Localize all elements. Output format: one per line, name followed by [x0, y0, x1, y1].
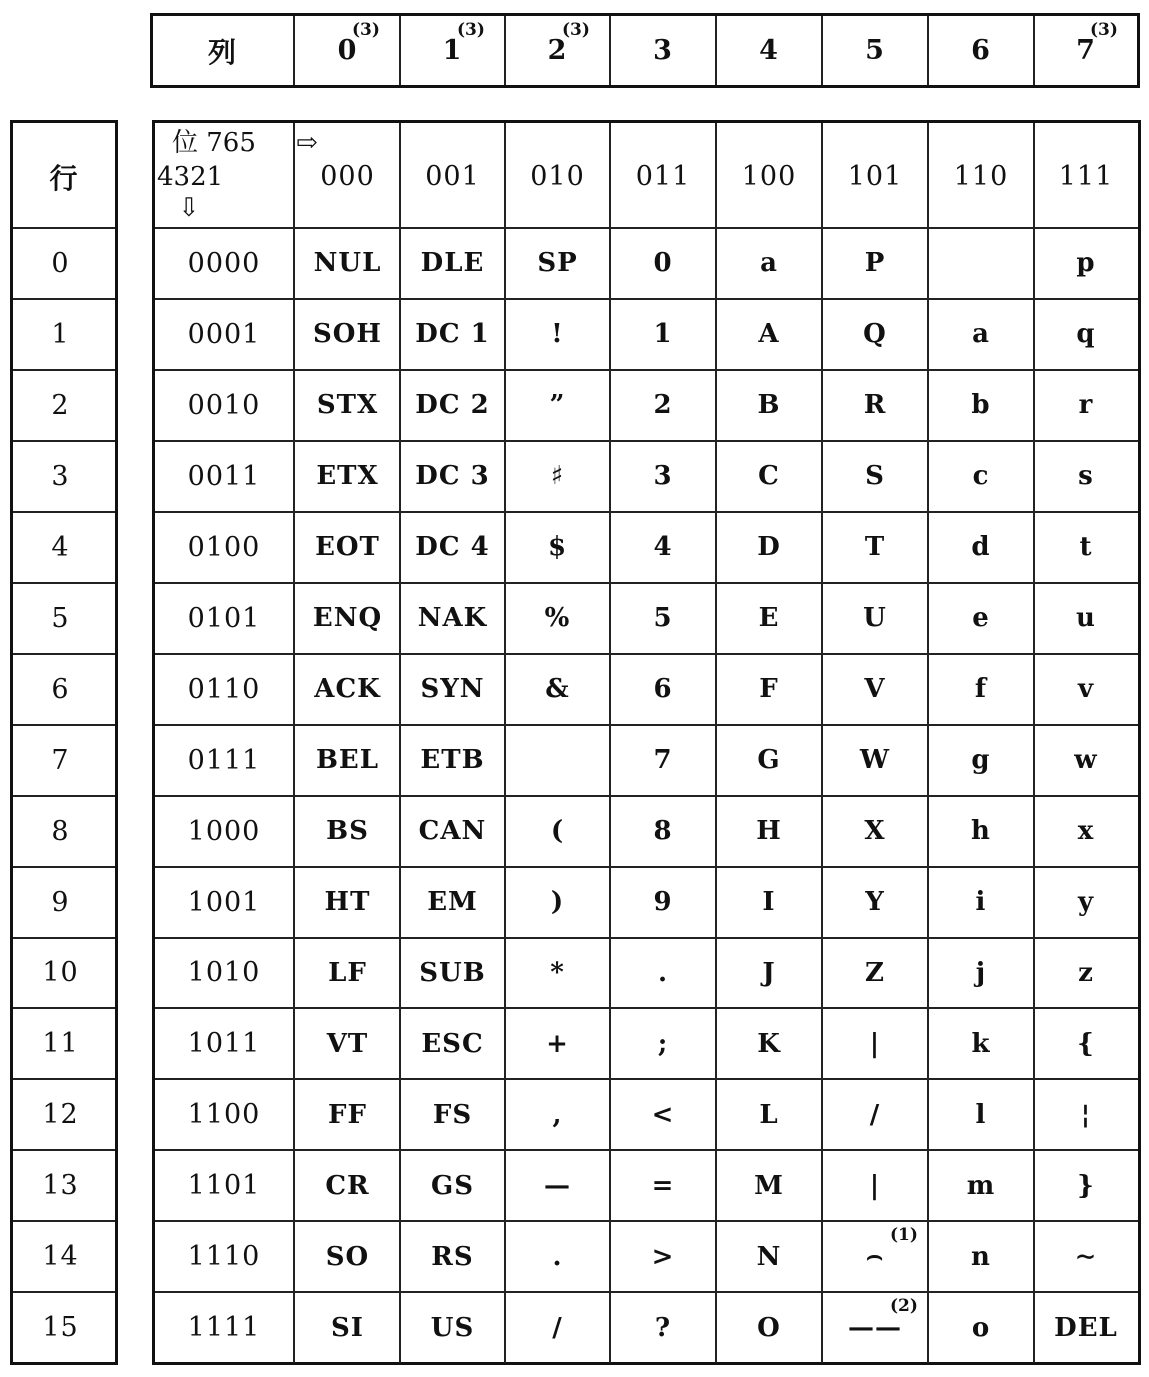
code-cell: CAN — [418, 816, 487, 847]
code-cell: i — [975, 887, 987, 918]
code-cell: u — [1076, 603, 1096, 634]
code-cell: GS — [431, 1170, 474, 1201]
code-cell: s — [1078, 461, 1094, 492]
row-index-5: 5 — [51, 602, 70, 634]
row-index-14: 14 — [42, 1241, 79, 1273]
top-header-column-0: 0 — [337, 35, 358, 66]
top-header-column-1: 1 — [442, 35, 463, 66]
row-index-2: 2 — [51, 389, 70, 421]
code-cell: q — [1076, 319, 1096, 350]
code-cell: ETB — [420, 745, 485, 776]
code-cell: % — [544, 603, 571, 634]
row-bits-5: 0101 — [187, 602, 261, 634]
code-cell: / — [552, 1312, 563, 1343]
code-cell: X — [864, 816, 886, 847]
row-bits-15: 1111 — [187, 1312, 261, 1344]
code-cell: K — [757, 1028, 781, 1059]
code-cell: ENQ — [312, 603, 383, 634]
code-cell: VT — [326, 1028, 369, 1059]
code-cell: BEL — [315, 745, 380, 776]
row-index-6: 6 — [51, 673, 70, 705]
code-cell: k — [971, 1028, 991, 1059]
row-index-0: 0 — [51, 247, 70, 279]
row-index-11: 11 — [42, 1028, 79, 1060]
code-cell: NAK — [417, 603, 488, 634]
code-cell: x — [1077, 816, 1095, 847]
code-cell: A — [758, 319, 780, 350]
code-cell: ESC — [421, 1028, 484, 1059]
footnote-mark: (3) — [352, 20, 380, 40]
code-cell: h — [971, 816, 991, 847]
row-bits-10: 1010 — [187, 957, 261, 989]
top-header-label: 列 — [207, 35, 237, 69]
row-bits-12: 1100 — [187, 1099, 261, 1131]
footnote-mark: (1) — [890, 1225, 918, 1246]
code-cell: / — [869, 1099, 881, 1130]
column-bits-0: 000 — [320, 161, 375, 192]
row-bits-11: 1011 — [187, 1028, 261, 1060]
code-cell: > — [651, 1241, 675, 1272]
code-cell: SUB — [419, 957, 486, 988]
code-cell: $ — [547, 532, 568, 563]
code-cell: HT — [324, 887, 371, 918]
code-cell: SP — [537, 248, 578, 279]
code-cell: N — [756, 1241, 782, 1272]
code-cell: DC 2 — [415, 390, 490, 421]
code-cell: Y — [865, 887, 885, 918]
code-cell: W — [859, 745, 891, 776]
code-cell: O — [757, 1312, 781, 1343]
code-cell: * — [550, 957, 565, 988]
column-bits-7: 111 — [1058, 161, 1114, 192]
code-cell: z — [1078, 957, 1094, 988]
code-cell: BS — [326, 816, 369, 847]
code-cell: . — [552, 1241, 563, 1272]
row-index-1: 1 — [51, 318, 70, 350]
code-cell: ♯ — [550, 461, 565, 492]
code-cell: . — [657, 957, 669, 988]
code-cell: 4 — [653, 532, 673, 563]
code-cell: G — [757, 745, 781, 776]
code-cell: U — [863, 603, 887, 634]
code-cell: E — [758, 603, 780, 634]
code-cell: 7 — [653, 745, 673, 776]
code-cell: LF — [328, 957, 367, 988]
code-cell: m — [966, 1170, 996, 1201]
code-cell: H — [756, 816, 782, 847]
row-bits-0: 0000 — [187, 247, 261, 279]
code-cell: 9 — [653, 887, 673, 918]
code-cell: NUL — [313, 248, 382, 279]
column-bits-2: 010 — [530, 161, 585, 192]
footnote-mark: (3) — [457, 20, 485, 40]
row-bits-1: 0001 — [187, 318, 261, 350]
footnote-mark: (2) — [890, 1296, 918, 1317]
code-cell: DC 1 — [415, 319, 490, 350]
code-cell: ? — [654, 1312, 672, 1343]
code-cell: e — [972, 603, 990, 634]
code-cell: l — [975, 1099, 987, 1130]
top-header-column-4: 4 — [759, 35, 779, 66]
code-cell: n — [971, 1241, 991, 1272]
row-bits-14: 1110 — [187, 1241, 261, 1273]
corner-bit-positions-top: 位 765 — [172, 128, 256, 158]
top-header-column-7: 7 — [1076, 35, 1096, 66]
row-bits-3: 0011 — [187, 460, 261, 492]
code-cell: r — [1078, 390, 1094, 421]
code-cell: R — [863, 390, 887, 421]
row-index-8: 8 — [51, 815, 70, 847]
code-cell: ” — [549, 390, 566, 421]
row-bits-7: 0111 — [187, 744, 261, 776]
code-cell: DLE — [420, 248, 485, 279]
corner-arrow-down: ⇩ — [178, 193, 200, 223]
code-cell: FS — [432, 1099, 473, 1130]
top-header-column-2: 2 — [547, 35, 568, 66]
row-index-4: 4 — [51, 531, 70, 563]
code-cell: ETX — [316, 461, 379, 492]
code-cell: SI — [331, 1312, 364, 1343]
code-cell: 1 — [653, 319, 673, 350]
column-bits-4: 100 — [741, 161, 797, 192]
code-cell: CR — [325, 1170, 370, 1201]
code-cell: SYN — [420, 674, 485, 705]
code-cell: V — [864, 674, 886, 705]
code-cell: } — [1077, 1170, 1095, 1201]
row-bits-9: 1001 — [187, 886, 261, 918]
code-cell: DC 3 — [415, 461, 490, 492]
code-cell: 3 — [653, 461, 673, 492]
code-cell: & — [545, 674, 570, 705]
code-cell: ∼ — [1074, 1241, 1098, 1272]
top-header-column-6: 6 — [971, 35, 991, 66]
code-cell: ⌢ — [865, 1241, 885, 1272]
code-cell: f — [974, 674, 988, 705]
corner-arrow-right: ⇨ — [296, 128, 318, 158]
code-cell — [505, 725, 610, 796]
corner-bit-positions-left: 4321 — [157, 162, 224, 192]
code-cell: C — [758, 461, 780, 492]
footnote-mark: (3) — [1090, 20, 1118, 40]
code-cell: 6 — [653, 674, 673, 705]
column-bits-1: 001 — [425, 161, 480, 192]
code-cell: ACK — [314, 674, 381, 705]
row-index-12: 12 — [42, 1099, 79, 1131]
code-cell: ) — [550, 887, 565, 918]
row-bits-13: 1101 — [187, 1170, 261, 1202]
column-bits-5: 101 — [847, 161, 903, 192]
code-cell: a — [972, 319, 990, 350]
code-cell: , — [552, 1099, 563, 1130]
row-index-7: 7 — [51, 744, 70, 776]
code-cell: v — [1077, 674, 1095, 705]
row-bits-4: 0100 — [187, 531, 261, 563]
code-cell: J — [762, 957, 776, 988]
code-cell: M — [754, 1170, 784, 1201]
code-cell: L — [759, 1099, 779, 1130]
code-cell: —— — [848, 1312, 902, 1343]
code-cell: 2 — [653, 390, 673, 421]
code-cell: 5 — [653, 603, 673, 634]
code-cell: Q — [863, 319, 887, 350]
code-cell: I — [762, 887, 776, 918]
code-cell: DEL — [1054, 1312, 1118, 1343]
code-cell: 0 — [653, 248, 673, 279]
row-index-10: 10 — [42, 957, 79, 989]
footnote-mark: (3) — [562, 20, 590, 40]
row-bits-6: 0110 — [187, 673, 261, 705]
code-cell: 8 — [653, 816, 673, 847]
code-cell: g — [971, 745, 991, 776]
row-index-13: 13 — [42, 1170, 79, 1202]
row-bits-2: 0010 — [187, 389, 261, 421]
code-cell: S — [865, 461, 885, 492]
code-cell: F — [759, 674, 779, 705]
code-cell: T — [864, 532, 886, 563]
code-cell: DC 4 — [415, 532, 490, 563]
column-bits-6: 110 — [953, 161, 1009, 192]
code-cell: B — [757, 390, 781, 421]
code-cell: + — [546, 1028, 569, 1059]
code-cell: o — [971, 1312, 991, 1343]
top-header-column-5: 5 — [865, 35, 885, 66]
code-cell: US — [430, 1312, 475, 1343]
code-cell: | — [869, 1170, 881, 1201]
top-header-column-3: 3 — [653, 35, 673, 66]
code-cell: ( — [550, 816, 565, 847]
code-cell: ! — [551, 319, 564, 350]
code-cell: SOH — [313, 319, 382, 350]
code-cell: RS — [431, 1241, 474, 1272]
column-bits-3: 011 — [635, 161, 691, 192]
code-cell: FF — [328, 1099, 367, 1130]
code-cell: SO — [325, 1241, 370, 1272]
code-cell: w — [1074, 745, 1098, 776]
code-cell: a — [760, 248, 778, 279]
code-cell: j — [975, 957, 987, 988]
code-cell: t — [1079, 532, 1093, 563]
code-cell: = — [651, 1170, 675, 1201]
code-cell: d — [971, 532, 991, 563]
row-bits-8: 1000 — [187, 815, 261, 847]
left-header-label: 行 — [49, 161, 79, 195]
row-index-15: 15 — [42, 1312, 79, 1344]
code-cell: b — [971, 390, 991, 421]
code-cell: ; — [657, 1028, 669, 1059]
code-cell: — — [544, 1170, 571, 1201]
row-index-3: 3 — [51, 460, 70, 492]
code-cell: ¦ — [1080, 1099, 1092, 1130]
row-index-9: 9 — [51, 886, 70, 918]
code-cell: EOT — [315, 532, 380, 563]
code-cell: c — [972, 461, 990, 492]
code-cell: | — [869, 1028, 881, 1059]
code-cell — [928, 228, 1034, 299]
code-cell: < — [651, 1099, 675, 1130]
code-cell: Z — [865, 957, 885, 988]
code-cell: D — [757, 532, 781, 563]
code-cell: P — [864, 248, 886, 279]
code-cell: { — [1077, 1028, 1095, 1059]
code-cell: STX — [316, 390, 379, 421]
code-cell: y — [1077, 887, 1095, 918]
code-cell: p — [1076, 248, 1096, 279]
code-cell: EM — [427, 887, 478, 918]
